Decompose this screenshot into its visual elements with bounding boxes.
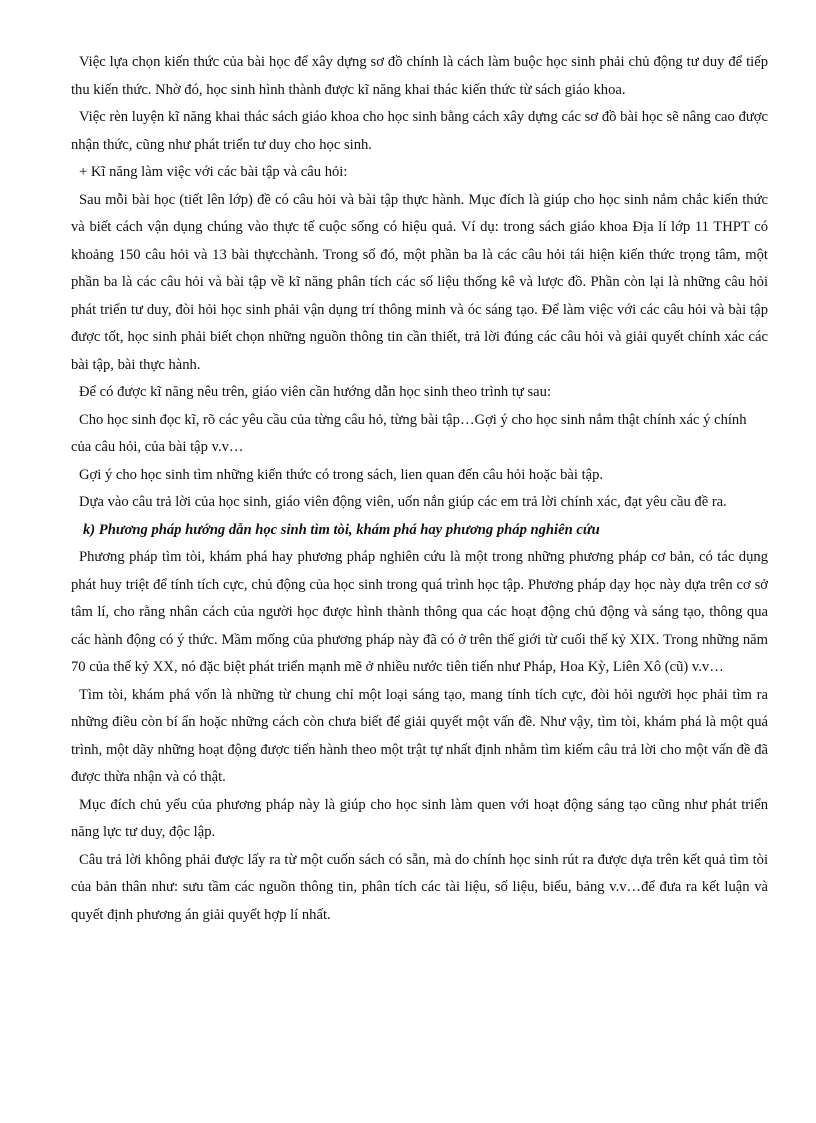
paragraph-1: Việc lựa chọn kiến thức của bài học để xây dựng sơ đồ chính là cách làm buộc học sinh phải chủ động tư duy để tiếp thu kiến thức. Nhờ đó, học sinh hình thành được kĩ năng khai thác kiến thức từ sách giáo khoa. [71, 54, 768, 98]
paragraph-5: Để có được kĩ năng nêu trên, giáo viên cần hướng dẫn học sinh theo trình tự sau: [79, 384, 551, 400]
paragraph-8: Dựa vào câu trả lời của học sinh, giáo viên động viên, uốn nắn giúp các em trả lời chính xác, đạt yêu cầu đề ra. [79, 494, 727, 510]
paragraph-2: Việc rèn luyện kĩ năng khai thác sách giáo khoa cho học sinh bằng cách xây dựng các sơ đồ bài học sẽ nâng cao được nhận thức, cũng như phát triển tư duy cho học sinh. [71, 109, 768, 153]
paragraph-4: Sau mỗi bài học (tiết lên lớp) đề có câu hỏi và bài tập thực hành. Mục đích là giúp cho học sinh nắm chắc kiến thức và biết cách vận dụng chúng vào thực tế cuộc sống có hiệu quả. Ví dụ: trong sách giáo khoa Địa lí lớp 11 THPT có khoảng 150 câu hỏi và 13 bài thựcchành. Trong số đó, một phần ba là các câu hỏi tái hiện kiến thức trọng tâm, một phần ba là các câu hỏi và bài tập về kĩ năng phân tích các số liệu thống kê và lược đồ. Phần còn lại là những câu hỏi phát triển tư duy, đòi hỏi học sinh phải vận dụng trí thông minh và óc sáng tạo. Để làm việc với các câu hỏi và bài tập được tốt, học sinh phải biết chọn những nguồn thông tin cần thiết, trả lời đúng các câu hỏi và giải quyết chính xác các bài tập, bài thực hành. [71, 191, 768, 373]
paragraph-9: Phương pháp tìm tòi, khám phá hay phương pháp nghiên cứu là một trong những phương pháp cơ bản, có tác dụng phát huy triệt để tính tích cực, chủ động của học sinh trong quá trình học tập. Phương pháp dạy học này dựa trên cơ sở tâm lí, cho rằng nhân cách của người học được hình thành thông qua các hoạt động chủ động và sáng tạo, thông qua các hành động có ý thức. Mầm mống của phương pháp này đã có ở trên thế giới từ cuối thế kỷ XIX. Trong những năm 70 của thế kỷ XX, nó đặc biệt phát triển mạnh mẽ ở nhiều nước tiên tiến như Pháp, Hoa Kỳ, Liên Xô (cũ) v.v… [71, 549, 768, 675]
paragraph-7: Gợi ý cho học sinh tìm những kiến thức có trong sách, lien quan đến câu hỏi hoặc bài tập. [79, 466, 604, 483]
paragraph-bullet-skill: + Kĩ năng làm việc với các bài tập và câu hỏi: [79, 164, 348, 180]
paragraph-12: Câu trả lời không phải được lấy ra từ một cuốn sách có sẵn, mà do chính học sinh rút ra được dựa trên kết quả tìm tòi của bản thân như: sưu tầm các nguồn thông tin, phân tích các tài liệu, số liệu, biểu, bảng v.v…để đưa ra kết luận và quyết định phương án giải quyết hợp lí nhất. [71, 851, 768, 923]
document-page [71, 49, 768, 929]
paragraph-6: Cho học sinh đọc kĩ, rõ các yêu cầu của từng câu hỏ, từng bài tập…Gợi ý cho học sinh nắm thật chính xác ý chính của câu hỏi, của bài tập v.v… [71, 411, 747, 455]
paragraph-11: Mục đích chủ yếu của phương pháp này là giúp cho học sinh làm quen với hoạt động sáng tạo cũng như phát triển năng lực tư duy, độc lập. [71, 796, 768, 840]
paragraph-10: Tìm tòi, khám phá vốn là những từ chung chỉ một loại sáng tạo, mang tính tích cực, đòi hỏi người học phải tìm ra những điều còn bí ẩn hoặc những cách còn chưa biết để giải quyết một vấn đề. Như vậy, tìm tòi, khám phá là một quá trình, một dãy những hoạt động được tiến hành theo một trật tự nhất định nhằm tìm kiếm câu trả lời cho một vấn đề đã được thừa nhận và có thật. [71, 686, 768, 785]
section-heading: k) Phương pháp hướng dẫn học sinh tìm tòi, khám phá hay phương pháp nghiên cứu [83, 521, 600, 538]
